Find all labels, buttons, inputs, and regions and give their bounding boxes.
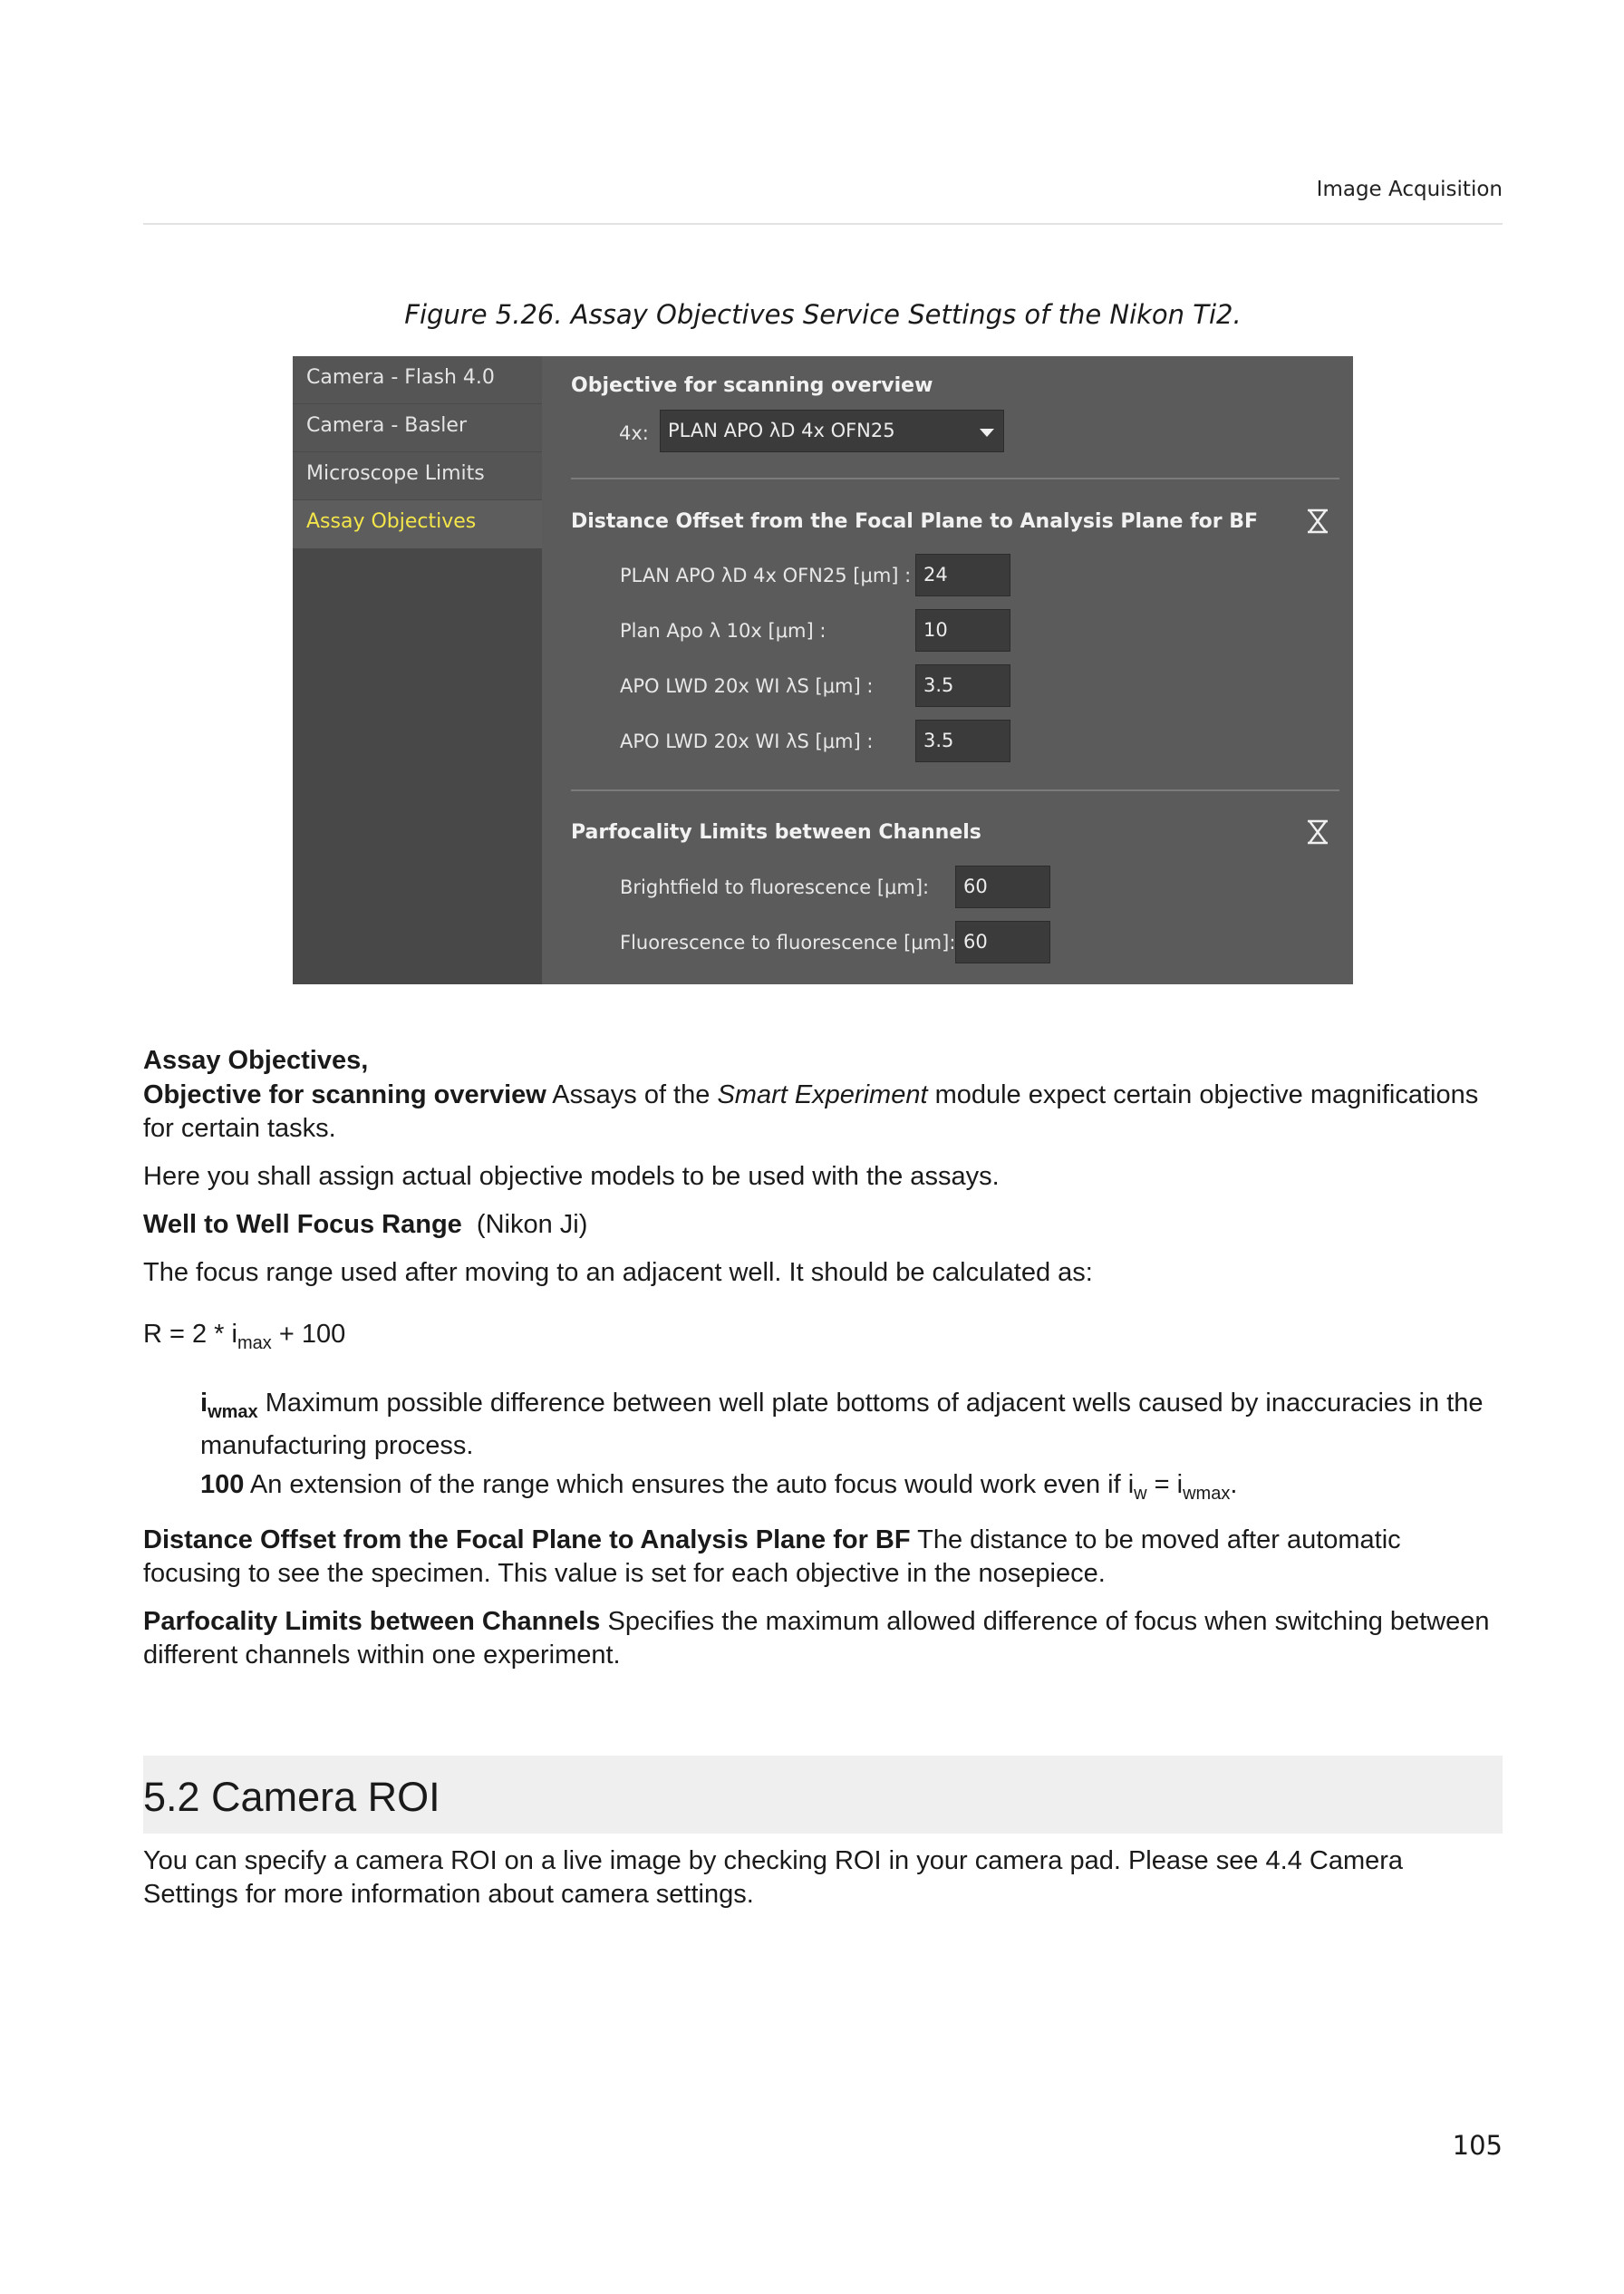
parfocality-label-fl: Fluorescence to fluorescence [μm]:: [620, 932, 956, 953]
text: Maximum possible difference between well plate bottoms of adjacent wells caused by inaccuracies in the manufacturing process.: [200, 1389, 1484, 1460]
sub: wmax: [1183, 1483, 1231, 1504]
formula-lhs: R = 2 * i: [143, 1320, 237, 1349]
section-heading-camera-roi: 5.2 Camera ROI: [143, 1774, 440, 1820]
text: .: [1230, 1470, 1238, 1499]
term-sub: wmax: [208, 1401, 258, 1422]
chevron-down-icon[interactable]: [980, 429, 994, 437]
focus-range-paragraph: The focus range used after moving to an adjacent well. It should be calculated as:: [143, 1258, 1093, 1287]
note: (Nikon Ji): [461, 1210, 588, 1239]
objective-overview-paragraph: [143, 1079, 1503, 1146]
text: Specifies the maximum allowed difference of focus when switching between different channels within one experiment.: [143, 1607, 1490, 1670]
term: Objective for scanning overview: [143, 1080, 546, 1109]
sidebar-item-camera-flash[interactable]: Camera - Flash 4.0: [293, 356, 542, 404]
formula-sub: max: [237, 1332, 272, 1353]
offset-input-20x-b[interactable]: 3.5: [915, 720, 1010, 762]
parfocality-input-fl[interactable]: 60: [955, 921, 1050, 963]
section-title-objective-overview: Objective for scanning overview: [571, 374, 933, 397]
text: module expect certain objective magnifications for certain tasks.: [143, 1080, 1479, 1143]
sidebar-item-assay-objectives[interactable]: Assay Objectives: [293, 500, 542, 548]
term: Parfocality Limits between Channels: [143, 1607, 601, 1636]
text: The distance to be moved after automatic focusing to see the specimen. This value is set for each objective in the nosepiece.: [143, 1525, 1401, 1588]
section-divider: [571, 478, 1339, 479]
running-header: Image Acquisition: [1316, 178, 1503, 201]
term: Well to Well Focus Range: [143, 1210, 462, 1239]
offset-label-4x: PLAN APO λD 4x OFN25 [μm] :: [620, 565, 912, 586]
hourglass-collapse-icon[interactable]: [1304, 818, 1331, 846]
header-rule: [143, 223, 1503, 225]
objective-4x-select-value: PLAN APO λD 4x OFN25: [668, 420, 895, 441]
term: [200, 1389, 258, 1422]
sidebar-item-camera-basler[interactable]: Camera - Basler: [293, 404, 542, 452]
settings-screenshot: [293, 356, 1353, 984]
settings-sidebar: [293, 356, 542, 984]
section-divider: [571, 789, 1339, 791]
page-number: 105: [1452, 2130, 1503, 2161]
section-title-distance-offset: Distance Offset from the Focal Plane to Analysis Plane for BF: [571, 510, 1259, 533]
assign-paragraph: Here you shall assign actual objective models to be used with the assays.: [143, 1162, 1000, 1191]
offset-input-10x[interactable]: 10: [915, 609, 1010, 652]
emphasis: Smart Experiment: [717, 1080, 928, 1109]
parfocality-paragraph: [143, 1605, 1503, 1672]
sub: w: [1134, 1483, 1147, 1504]
term-main: i: [200, 1389, 208, 1418]
objective-4x-label: 4x:: [619, 422, 649, 444]
offset-label-20x-a: APO LWD 20x WI λS [μm] :: [620, 675, 874, 697]
assay-heading: Assay Objectives,: [143, 1046, 369, 1075]
sidebar-separator: [293, 403, 542, 404]
formula-rhs: + 100: [271, 1320, 346, 1349]
hourglass-collapse-icon[interactable]: [1304, 508, 1331, 535]
section-title-parfocality: Parfocality Limits between Channels: [571, 821, 981, 844]
sidebar-separator: [293, 451, 542, 452]
offset-label-10x: Plan Apo λ 10x [μm] :: [620, 620, 826, 642]
sidebar-separator: [293, 499, 542, 500]
parfocality-label-bf: Brightfield to fluorescence [μm]:: [620, 876, 930, 898]
figure-caption: Figure 5.26. Assay Objectives Service Settings of the Nikon Ti2.: [404, 299, 1242, 330]
sidebar-item-microscope-limits[interactable]: Microscope Limits: [293, 452, 542, 500]
offset-input-20x-a[interactable]: 3.5: [915, 664, 1010, 707]
camera-roi-paragraph: You can specify a camera ROI on a live image by checking ROI in your camera pad. Please see 4.4 Camera Settings for more information about camera settings.: [143, 1846, 1404, 1909]
parfocality-input-bf[interactable]: 60: [955, 866, 1050, 908]
iwmax-definition: [200, 1387, 1503, 1463]
well-focus-heading: [143, 1208, 1503, 1242]
hundred-definition: [200, 1468, 1503, 1511]
text: Assays of the: [546, 1080, 718, 1109]
text: An extension of the range which ensures the auto focus would work even if i: [244, 1470, 1135, 1499]
distance-offset-paragraph: [143, 1524, 1503, 1591]
offset-label-20x-b: APO LWD 20x WI λS [μm] :: [620, 731, 874, 752]
offset-input-4x[interactable]: 24: [915, 554, 1010, 596]
formula: [143, 1318, 1503, 1360]
term: Distance Offset from the Focal Plane to Analysis Plane for BF: [143, 1525, 911, 1554]
term: 100: [200, 1470, 245, 1499]
objective-4x-select[interactable]: [660, 410, 1004, 452]
text: = i: [1146, 1470, 1184, 1499]
